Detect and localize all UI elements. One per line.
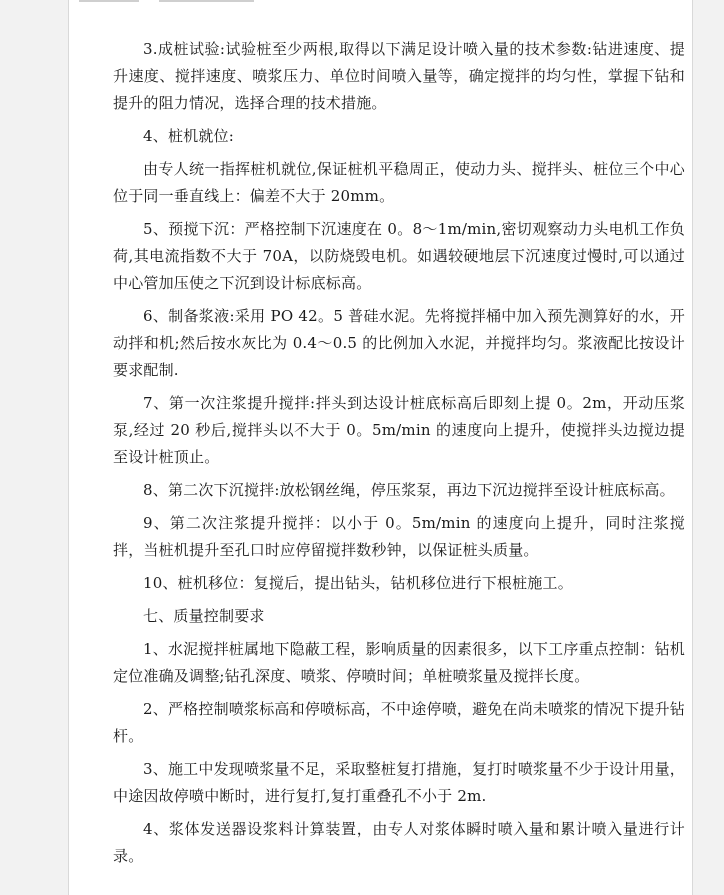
section-heading-quality-control: 七、质量控制要求 bbox=[143, 607, 265, 625]
page-top-marks bbox=[79, 0, 279, 3]
paragraph-second-sinking: 8、第二次下沉搅拌:放松钢丝绳，停压浆泵，再边下沉边搅拌至设计桩底标高。 bbox=[143, 481, 675, 499]
paragraph-pile-positioning: 由专人统一指挥桩机就位,保证桩机平稳周正，使动力头、搅拌头、桩位三个中心位于同一垂直线上：偏差不大于 20mm。 bbox=[113, 160, 685, 205]
paragraph-quality-item-1: 1、水泥搅拌桩属地下隐蔽工程，影响质量的因素很多，以下工序重点控制：钻机定位准确及调整;钻孔深度、喷浆、停喷时间；单桩喷浆量及搅拌长度。 bbox=[113, 640, 685, 685]
paragraph-quality-item-4: 4、浆体发送器设浆料计算装置，由专人对浆体瞬时喷入量和累计喷入量进行计录。 bbox=[113, 820, 685, 865]
paragraph-pile-test: 3.成桩试验:试验桩至少两根,取得以下满足设计喷入量的技术参数:钻进速度、提升速度、搅拌速度、喷浆压力、单位时间喷入量等，确定搅拌的均匀性，掌握下钻和提升的阻力情况，选择合理的技术措施。 bbox=[113, 40, 685, 112]
paragraph-first-grouting: 7、第一次注浆提升搅拌:拌头到达设计桩底标高后即刻上提 0。2m，开动压浆泵,经过 20 秒后,搅拌头以不大于 0。5m/min 的速度向上提升，使搅拌头边搅边提至设计桩顶止。 bbox=[113, 394, 685, 466]
top-mark bbox=[159, 0, 254, 2]
paragraph-quality-item-2: 2、严格控制喷浆标高和停喷标高，不中途停喷，避免在尚未喷浆的情况下提升钻杆。 bbox=[113, 700, 685, 745]
paragraph-heading-pile-positioning: 4、桩机就位: bbox=[143, 127, 234, 145]
document-page bbox=[68, 0, 693, 895]
document-body bbox=[113, 36, 685, 876]
paragraph-slurry-preparation: 6、制备浆液:采用 PO 42。5 普硅水泥。先将搅拌桶中加入预先测算好的水，开动拌和机;然后按水灰比为 0.4～0.5 的比例加入水泥，并搅拌均匀。浆液配比按设计要求配制. bbox=[113, 307, 685, 379]
paragraph-second-grouting: 9、第二次注浆提升搅拌：以小于 0。5m/min 的速度向上提升，同时注浆搅拌，当桩机提升至孔口时应停留搅拌数秒钟，以保证桩头质量。 bbox=[113, 514, 685, 559]
paragraph-pre-stir-sinking: 5、预搅下沉：严格控制下沉速度在 0。8～1m/min,密切观察动力头电机工作负荷,其电流指数不大于 70A，以防烧毁电机。如遇较硬地层下沉速度过慢时,可以通过中心管加压使之下沉到设计标底标高。 bbox=[113, 220, 686, 292]
paragraph-quality-item-3: 3、施工中发现喷浆量不足，采取整桩复打措施，复打时喷浆量不少于设计用量，中途因故停喷中断时，进行复打,复打重叠孔不小于 2m. bbox=[113, 760, 685, 805]
top-mark bbox=[79, 0, 139, 2]
paragraph-rig-relocation: 10、桩机移位：复搅后，提出钻头，钻机移位进行下根桩施工。 bbox=[143, 574, 573, 592]
